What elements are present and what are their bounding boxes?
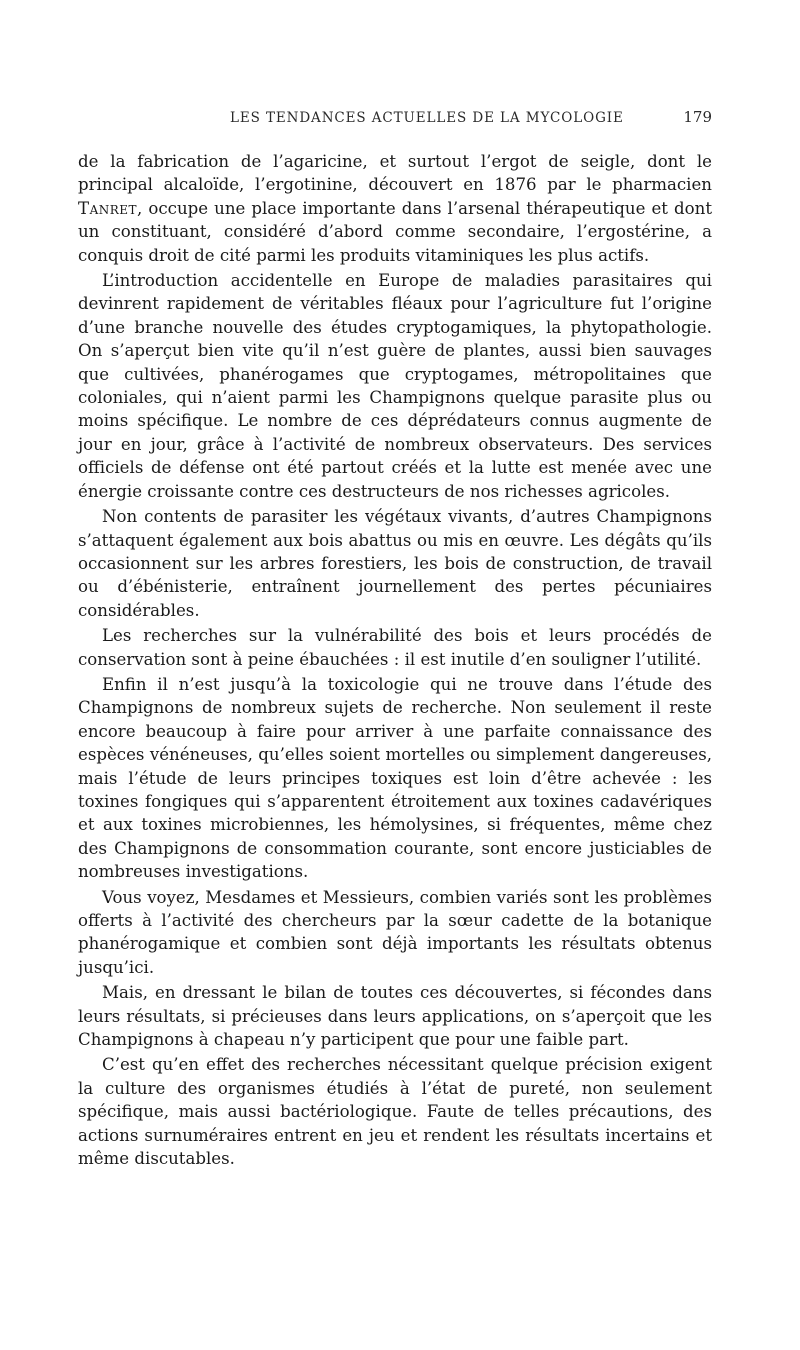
paragraph-2: L’introduction accidentelle en Europe de maladies parasitaires qui devinrent rapidement de véritables fléaux pour l’agriculture fut l’origine d’une branche nouvelle des études cryptogamiques, la phytopathologie. On s’aperçut bien vite qu’il n’est guère de plantes, aussi bien sauvages que cultivées, phanérogames que cryptogames, métropolitaines que coloniales, qui n’aient parmi les Champignons quelque parasite plus ou moins spécifique. Le nombre de ces déprédateurs connus augmente de jour en jour, grâce à l’activité de nombreux observateurs. Des services officiels de défense ont été partout créés et la lutte est menée avec une énergie croissante contre ces destructeurs de nos richesses agricoles. <box>78 271 712 501</box>
running-head: LES TENDANCES ACTUELLES DE LA MYCOLOGIE <box>230 110 624 126</box>
paragraph-5: Enfin il n’est jusqu’à la toxicologie qui ne trouve dans l’étude des Champignons de nombreux sujets de recherche. Non seulement il reste encore beaucoup à faire pour arriver à une parfaite connaissance des espèces vénéneuses, qu’elles soient mortelles ou simplement dangereuses, mais l’étude de leurs principes toxiques est loin d’être achevée : les toxines fongiques qui s’apparentent étroitement aux toxines cadavériques et aux toxines microbiennes, les hémolysines, si fréquentes, même chez des Champignons de consommation courante, sont encore justiciables de nombreuses investigations. <box>78 674 712 882</box>
paragraph-1-before: de la fabrication de l’agaricine, et surtout l’ergot de seigle, dont le principal alcaloïde, l’ergotinine, découvert en 1876 par le pharmacien <box>78 152 712 195</box>
paragraph-3: Non contents de parasiter les végétaux vivants, d’autres Champignons s’attaquent également aux bois abattus ou mis en œuvre. Les dégâts qu’ils occasionnent sur les arbres forestiers, les bois de construction, de travail ou d’ébénisterie, entraînent journellement des pertes pécuniaires considérables. <box>78 507 712 620</box>
body-text <box>78 150 712 1170</box>
paragraph-1-after: , occupe une place importante dans l’arsenal thérapeutique et dont un constituant, considéré d’abord comme secondaire, l’ergostérine, a conquis droit de cité parmi les produits vitaminiques les plus actifs. <box>78 198 712 265</box>
paragraph-4: Les recherches sur la vulnérabilité des bois et leurs procédés de conservation sont à peine ébauchées : il est inutile d’en souligner l’utilité. <box>78 626 712 669</box>
paragraph-7: Mais, en dressant le bilan de toutes ces découvertes, si fécondes dans leurs résultats, si précieuses dans leurs applications, on s’aperçoit que les Champignons à chapeau n’y participent que pour une faible part. <box>78 983 712 1050</box>
paragraph-6: Vous voyez, Mesdames et Messieurs, combien variés sont les problèmes offerts à l’activité des chercheurs par la sœur cadette de la botanique phanérogamique et combien sont déjà importants les résultats obtenus jusqu’ici. <box>78 887 712 977</box>
paragraph-8: C’est qu’en effet des recherches nécessitant quelque précision exigent la culture des organismes étudiés à l’état de pureté, non seulement spécifique, mais aussi bactériologique. Faute de telles précautions, des actions surnuméraires entrent en jeu et rendent les résultats incertains et même discutables. <box>78 1055 712 1169</box>
author-name-smallcaps: Tanret <box>78 198 138 218</box>
paragraph-1 <box>78 150 712 267</box>
page-header <box>78 104 712 132</box>
page-number: 179 <box>683 108 712 126</box>
